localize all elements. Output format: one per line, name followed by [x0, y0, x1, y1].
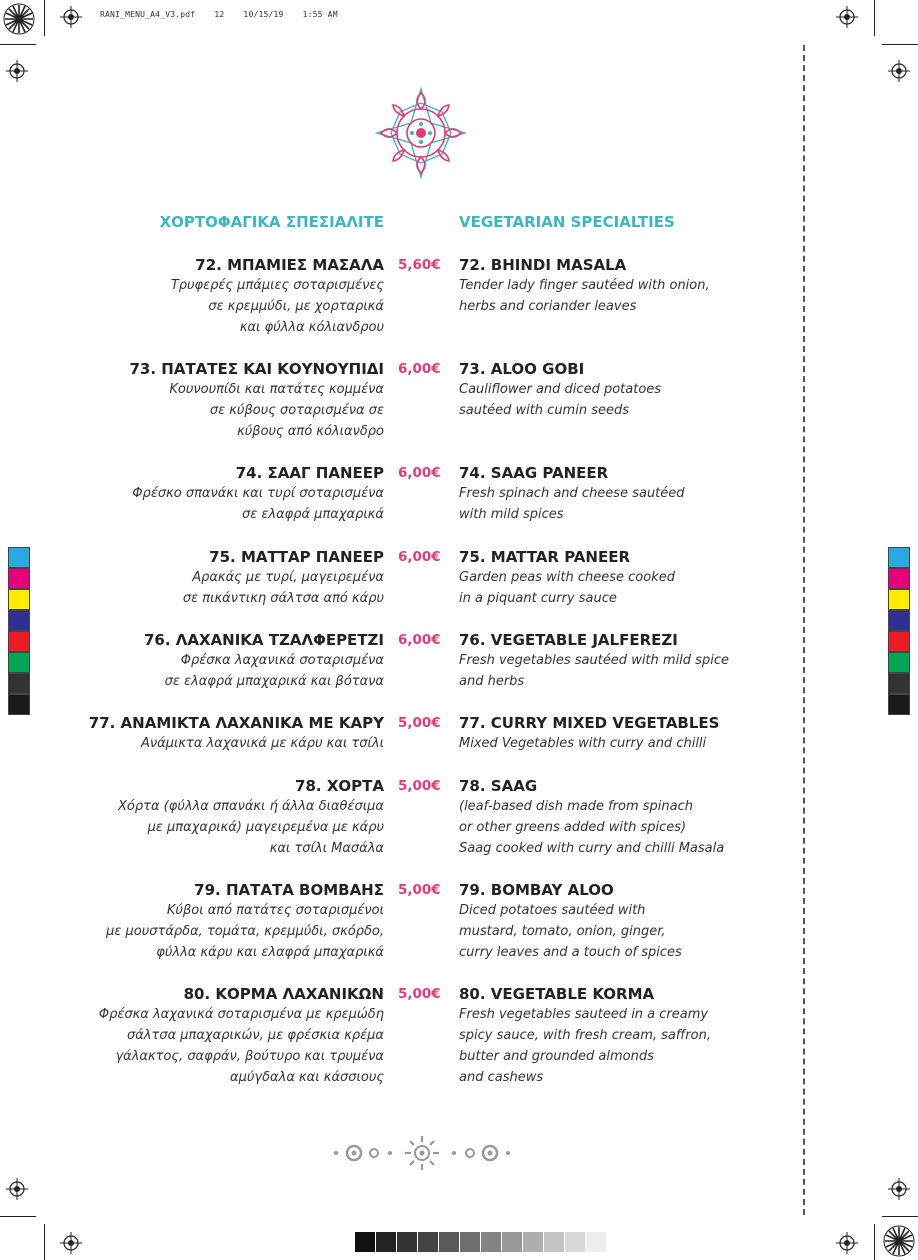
- item-desc-line: γάλακτος, σαφράν, βούτυρο και τρυμένα: [115, 1049, 384, 1064]
- item-desc-line: σάλτσα μπαχαρικών, με φρέσκια κρέμα: [127, 1028, 384, 1043]
- item-price: 5,00€: [398, 986, 441, 1002]
- item-desc-line: Fresh vegetables sautéed with mild spice: [459, 653, 729, 668]
- item-price: 5,00€: [398, 778, 441, 794]
- item-desc-line: σε κύβους σοταρισμένα σε: [209, 403, 384, 418]
- color-swatch: [888, 547, 910, 568]
- item-desc-line: Χόρτα (φύλλα σπανάκι ή άλλα διαθέσιμα: [118, 799, 384, 814]
- gray-swatch: [439, 1232, 459, 1252]
- mandala-icon: [374, 86, 468, 180]
- gray-swatch: [586, 1232, 606, 1252]
- item-desc-line: Ανάμικτα λαχανικά με κάρυ και τσίλι: [140, 736, 384, 751]
- print-slug: [100, 10, 352, 19]
- item-desc-line: Κουνουπίδι και πατάτες κομμένα: [169, 382, 384, 397]
- color-swatch: [888, 694, 910, 715]
- item-title-greek: 76. ΛΑΧΑΝΙΚΑ ΤΖΑΛΦΕΡΕΤΖΙ: [143, 631, 384, 649]
- item-desc-line: Garden peas with cheese cooked: [459, 570, 675, 585]
- item-desc-line: Fresh spinach and cheese sautéed: [459, 486, 685, 501]
- item-desc-line: Τρυφερές μπάμιες σοταρισμένες: [170, 278, 384, 293]
- item-title-greek: 75. ΜΑΤΤΑΡ ΠΑΝΕΕΡ: [209, 548, 384, 566]
- item-title-greek: 78. ΧΟΡΤΑ: [295, 777, 384, 795]
- item-desc-line: with mild spices: [459, 507, 564, 522]
- item-desc-line: curry leaves and a touch of spices: [459, 945, 682, 960]
- item-title-english: 74. SAAG PANEER: [459, 464, 609, 482]
- color-swatch: [888, 631, 910, 652]
- trim-line: [44, 0, 45, 36]
- item-desc-line: Fresh vegetables sauteed in a creamy: [459, 1007, 709, 1022]
- item-title-english: 75. MATTAR PANEER: [459, 548, 631, 566]
- item-title-greek: 72. ΜΠΑΜΙΕΣ ΜΑΣΑΛΑ: [195, 256, 384, 274]
- color-swatch: [8, 631, 30, 652]
- trim-line: [874, 0, 875, 36]
- color-swatch: [8, 589, 30, 610]
- color-swatch: [888, 568, 910, 589]
- section-title-english: VEGETARIAN SPECIALTIES: [459, 213, 675, 231]
- gray-swatch: [481, 1232, 501, 1252]
- color-swatch: [888, 673, 910, 694]
- color-swatch: [8, 568, 30, 589]
- crosshair-icon: [60, 6, 82, 28]
- crosshair-icon: [6, 60, 28, 82]
- trim-line: [0, 44, 36, 45]
- color-swatch: [888, 652, 910, 673]
- crosshair-icon: [60, 1232, 82, 1254]
- slug-time: 1:55 AM: [302, 10, 338, 19]
- item-desc-line: σε ελαφρά μπαχαρικά: [241, 507, 384, 522]
- item-title-english: 77. CURRY MIXED VEGETABLES: [459, 714, 720, 732]
- trim-line: [882, 1216, 918, 1217]
- item-desc-line: σε κρεμμύδι, με χορταρικά: [208, 299, 384, 314]
- item-desc-line: Φρέσκα λαχανικά σοταρισμένα με κρεμώδη: [98, 1007, 384, 1022]
- item-desc-line: (leaf-based dish made from spinach: [459, 799, 693, 814]
- gray-swatch: [460, 1232, 480, 1252]
- item-title-greek: 77. ΑΝΑΜΙΚΤΑ ΛΑΧΑΝΙΚΑ ΜΕ ΚΑΡΥ: [88, 714, 384, 732]
- color-swatch: [8, 610, 30, 631]
- gray-swatch: [523, 1232, 543, 1252]
- slug-date: 10/15/19: [243, 10, 284, 19]
- trim-line: [882, 44, 918, 45]
- item-desc-line: φύλλα κάρυ και ελαφρά μπαχαρικά: [156, 945, 384, 960]
- item-desc-line: or other greens added with spices): [459, 820, 687, 835]
- slug-filename: RANI_MENU_A4_V3.pdf: [100, 10, 196, 19]
- item-title-english: 76. VEGETABLE JALFEREZI: [459, 631, 678, 649]
- item-desc-line: Αρακάς με τυρί, μαγειρεμένα: [192, 570, 384, 585]
- item-title-english: 73. ALOO GOBI: [459, 360, 585, 378]
- item-desc-line: με μπαχαρικά) μαγειρεμένα με κάρυ: [147, 820, 384, 835]
- item-desc-line: Cauliflower and diced potatoes: [459, 382, 662, 397]
- gray-swatch: [355, 1232, 375, 1252]
- gray-swatch: [565, 1232, 585, 1252]
- trim-line: [0, 1216, 36, 1217]
- crosshair-icon: [836, 1232, 858, 1254]
- item-desc-line: and herbs: [459, 674, 525, 689]
- item-title-greek: 73. ΠΑΤΑΤΕΣ ΚΑΙ ΚΟΥΝΟΥΠΙΔΙ: [129, 360, 384, 378]
- color-swatch: [8, 673, 30, 694]
- color-swatch: [8, 652, 30, 673]
- item-title-english: 80. VEGETABLE KORMA: [459, 985, 655, 1003]
- item-title-english: 72. BHINDI MASALA: [459, 256, 627, 274]
- item-title-greek: 80. ΚΟΡΜΑ ΛΑΧΑΝΙΚΩΝ: [183, 985, 384, 1003]
- item-desc-line: και φύλλα κόλιανδρου: [239, 320, 384, 335]
- color-swatch: [8, 694, 30, 715]
- item-desc-line: butter and grounded almonds: [459, 1049, 654, 1064]
- color-swatch: [8, 547, 30, 568]
- color-bar-right: [888, 547, 910, 715]
- gray-ramp: [355, 1232, 607, 1252]
- item-desc-line: Diced potatoes sautéed with: [459, 903, 646, 918]
- color-swatch: [888, 610, 910, 631]
- item-desc-line: με μουστάρδα, τομάτα, κρεμμύδι, σκόρδο,: [106, 924, 384, 939]
- trim-line: [874, 1224, 875, 1260]
- gray-swatch: [376, 1232, 396, 1252]
- item-desc-line: Φρέσκο σπανάκι και τυρί σοταρισμένα: [132, 486, 384, 501]
- item-desc-line: and cashews: [459, 1070, 544, 1085]
- item-price: 5,00€: [398, 882, 441, 898]
- item-desc-line: in a piquant curry sauce: [459, 591, 617, 606]
- sun-dots-icon: [330, 1133, 514, 1173]
- item-desc-line: και τσίλι Μασάλα: [269, 841, 384, 856]
- item-desc-line: mustard, tomato, onion, ginger,: [459, 924, 666, 939]
- item-title-greek: 79. ΠΑΤΑΤΑ ΒΟΜΒΑΗΣ: [194, 881, 384, 899]
- item-desc-line: κύβους από κόλιανδρο: [237, 424, 384, 439]
- section-title-greek: ΧΟΡΤΟΦΑΓΙΚΑ ΣΠΕΣΙΑΛΙΤΕ: [159, 213, 384, 231]
- fold-line: [803, 45, 805, 1215]
- item-price: 6,00€: [398, 632, 441, 648]
- item-desc-line: Tender lady finger sautéed with onion,: [459, 278, 710, 293]
- gray-swatch: [397, 1232, 417, 1252]
- item-price: 5,60€: [398, 257, 441, 273]
- item-desc-line: σε ελαφρά μπαχαρικά και βότανα: [164, 674, 384, 689]
- item-title-english: 78. SAAG: [459, 777, 538, 795]
- gray-swatch: [418, 1232, 438, 1252]
- item-desc-line: herbs and coriander leaves: [459, 299, 637, 314]
- crosshair-icon: [888, 1178, 910, 1200]
- item-desc-line: Κύβοι από πατάτες σοταρισμένοι: [166, 903, 384, 918]
- item-desc-line: σε πικάντικη σάλτσα από κάρυ: [182, 591, 384, 606]
- gray-swatch: [544, 1232, 564, 1252]
- item-desc-line: Mixed Vegetables with curry and chilli: [459, 736, 707, 751]
- starburst-mark-icon: [882, 1224, 916, 1258]
- item-desc-line: sautéed with cumin seeds: [459, 403, 629, 418]
- item-price: 5,00€: [398, 715, 441, 731]
- crosshair-icon: [836, 6, 858, 28]
- item-desc-line: Saag cooked with curry and chilli Masala: [459, 841, 725, 856]
- color-bar-left: [8, 547, 30, 715]
- item-price: 6,00€: [398, 361, 441, 377]
- item-title-english: 79. BOMBAY ALOO: [459, 881, 614, 899]
- item-desc-line: αμύγδαλα και κάσσιους: [230, 1070, 384, 1085]
- color-swatch: [888, 589, 910, 610]
- starburst-mark-icon: [2, 2, 36, 36]
- trim-line: [44, 1224, 45, 1260]
- crosshair-icon: [888, 60, 910, 82]
- item-price: 6,00€: [398, 465, 441, 481]
- crosshair-icon: [6, 1178, 28, 1200]
- item-price: 6,00€: [398, 549, 441, 565]
- item-desc-line: spicy sauce, with fresh cream, saffron,: [459, 1028, 711, 1043]
- item-title-greek: 74. ΣΑΑΓ ΠΑΝΕΕΡ: [235, 464, 384, 482]
- item-desc-line: Φρέσκα λαχανικά σοταρισμένα: [180, 653, 384, 668]
- gray-swatch: [502, 1232, 522, 1252]
- slug-page: 12: [214, 10, 225, 19]
